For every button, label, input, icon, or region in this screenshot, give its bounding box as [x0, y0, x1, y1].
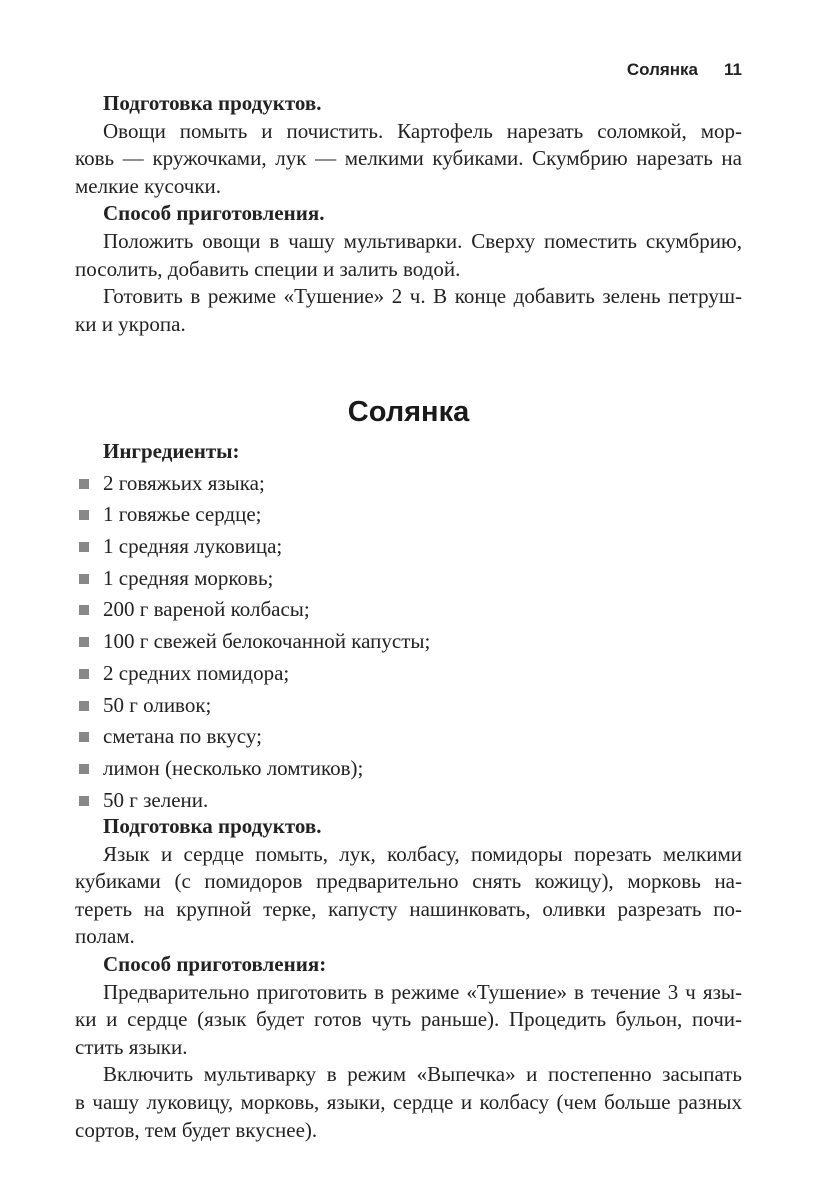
list-item — [75, 626, 742, 658]
list-item — [75, 785, 742, 817]
paragraph-line: тереть на крупной терке, капусту нашинковать, оливки разрезать по- — [75, 896, 742, 921]
bullet-square-icon — [79, 479, 89, 489]
prep-heading: Подготовка продуктов. — [103, 91, 322, 115]
ingredient-text: 50 г оливок; — [103, 692, 212, 717]
bullet-square-icon — [79, 732, 89, 742]
paragraph-line: сортов, тем будет вкуснее). — [75, 1117, 318, 1142]
paragraph-line: Включить мультиварку в режим «Выпечка» и постепенно засыпать — [103, 1062, 742, 1087]
list-item — [75, 531, 742, 563]
bullet-square-icon — [79, 510, 89, 520]
running-header — [627, 60, 742, 80]
ingredient-text: 2 средних помидора; — [103, 660, 290, 685]
bullet-square-icon — [79, 669, 89, 679]
bullet-square-icon — [79, 701, 89, 711]
ingredient-text: 100 г свежей белокочанной капусты; — [103, 629, 431, 654]
paragraph-line: ки и укропа. — [75, 311, 186, 336]
prep-heading: Подготовка продуктов. — [103, 814, 322, 838]
paragraph-line: стить языки. — [75, 1034, 188, 1059]
list-item — [75, 753, 742, 785]
ingredients-heading: Ингредиенты: — [103, 439, 240, 463]
method-heading: Способ приготовления: — [103, 951, 327, 976]
previous-recipe-end — [75, 90, 742, 338]
paragraph-line: Предварительно приготовить в режиме «Тушение» в течение 3 ч язы- — [103, 979, 742, 1004]
ingredient-text: сметана по вкусу; — [103, 724, 262, 749]
bullet-square-icon — [79, 637, 89, 647]
ingredient-text: 2 говяжьих языка; — [103, 470, 265, 495]
paragraph-line: Язык и сердце помыть, лук, колбасу, помидоры порезать мелкими — [103, 841, 742, 866]
recipe-title: Солянка — [347, 396, 470, 428]
list-item — [75, 721, 742, 753]
running-header-title: Солянка — [626, 60, 699, 79]
paragraph-line: ки и сердце (язык будет готов чуть раньше). Процедить бульон, почи- — [75, 1007, 742, 1032]
bullet-square-icon — [79, 542, 89, 552]
paragraph-line: Положить овощи в чашу мультиварки. Сверху поместить скумбрию, — [103, 228, 742, 253]
bullet-square-icon — [79, 574, 89, 584]
list-item — [75, 563, 742, 595]
list-item — [75, 499, 742, 531]
paragraph-line: Готовить в режиме «Тушение» 2 ч. В конце добавить зелень петруш- — [103, 284, 742, 309]
paragraph-line: в чашу луковицу, морковь, языки, сердце и колбасу (чем больше разных — [75, 1089, 742, 1114]
ingredient-text: 1 средняя морковь; — [103, 565, 274, 590]
ingredients-list — [75, 468, 742, 817]
ingredients-section — [75, 436, 742, 816]
list-item — [75, 658, 742, 690]
bullet-square-icon — [79, 605, 89, 615]
ingredient-text: лимон (несколько ломтиков); — [103, 755, 364, 780]
paragraph-line: Овощи помыть и почистить. Картофель нарезать соломкой, мор- — [103, 118, 742, 143]
page-number: 11 — [724, 60, 742, 79]
recipe-instructions — [75, 813, 742, 1144]
paragraph-line: мелкие кусочки. — [75, 173, 222, 198]
list-item — [75, 468, 742, 500]
paragraph-line: посолить, добавить специи и залить водой. — [75, 256, 461, 281]
list-item — [75, 594, 742, 626]
ingredient-text: 50 г зелени. — [103, 787, 209, 812]
paragraph-line: кубиками (с помидоров предварительно снять кожицу), морковь на- — [75, 869, 742, 894]
ingredient-text: 1 говяжье сердце; — [103, 502, 262, 527]
ingredient-text: 1 средняя луковица; — [103, 534, 283, 559]
method-heading: Способ приготовления. — [103, 201, 325, 226]
paragraph-line: ковь — кружочками, лук — мелкими кубиками. Скумбрию нарезать на — [75, 146, 742, 171]
paragraph-line: полам. — [75, 924, 135, 949]
bullet-square-icon — [79, 796, 89, 806]
ingredient-text: 200 г вареной колбасы; — [103, 597, 310, 622]
list-item — [75, 690, 742, 722]
bullet-square-icon — [79, 764, 89, 774]
